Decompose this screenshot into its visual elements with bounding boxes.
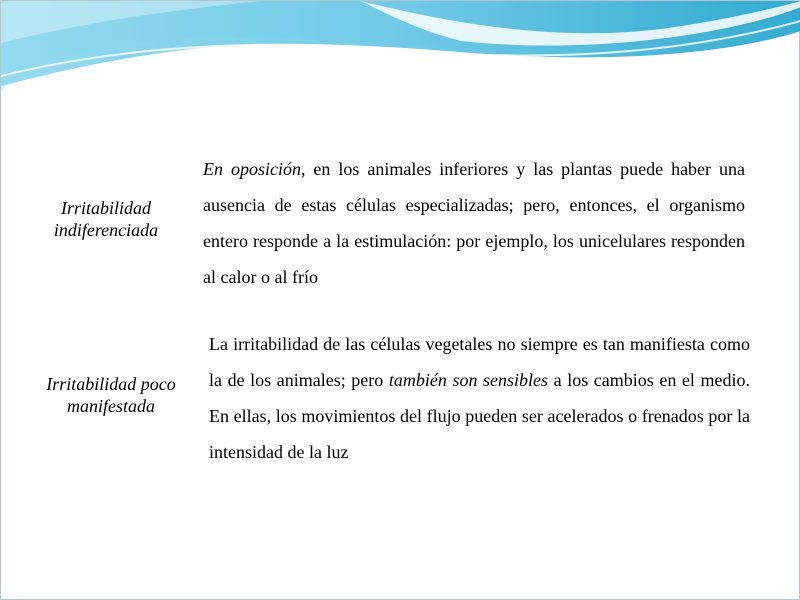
row-paragraph — [203, 151, 745, 295]
row-label — [21, 373, 201, 417]
row-label — [31, 197, 181, 241]
italic-phrase: también son sensibles — [388, 370, 549, 390]
label-line: Irritabilidad — [60, 198, 151, 218]
wave-banner — [1, 1, 800, 111]
italic-lead: En oposición, — [203, 159, 306, 179]
paragraph-text: en los animales inferiores y las plantas puede haber una ausencia de estas células especializadas; pero, entonces, el organismo entero responde a la estimulación: por ejemplo, los unicelulares responden al calor o al frío — [203, 159, 746, 287]
label-line: manifestada — [67, 396, 155, 416]
row-paragraph — [209, 326, 750, 470]
label-line: indiferenciada — [53, 220, 159, 240]
label-line: Irritabilidad poco — [46, 374, 176, 394]
paragraph-text: La irritabilidad de las células vegetales no siempre es tan manifiesta como la de los animales; pero — [209, 334, 750, 390]
paragraph-text: a los cambios en el medio. En ellas, los movimientos del flujo pueden ser acelerados o frenados por la intensidad de la luz — [209, 370, 751, 462]
